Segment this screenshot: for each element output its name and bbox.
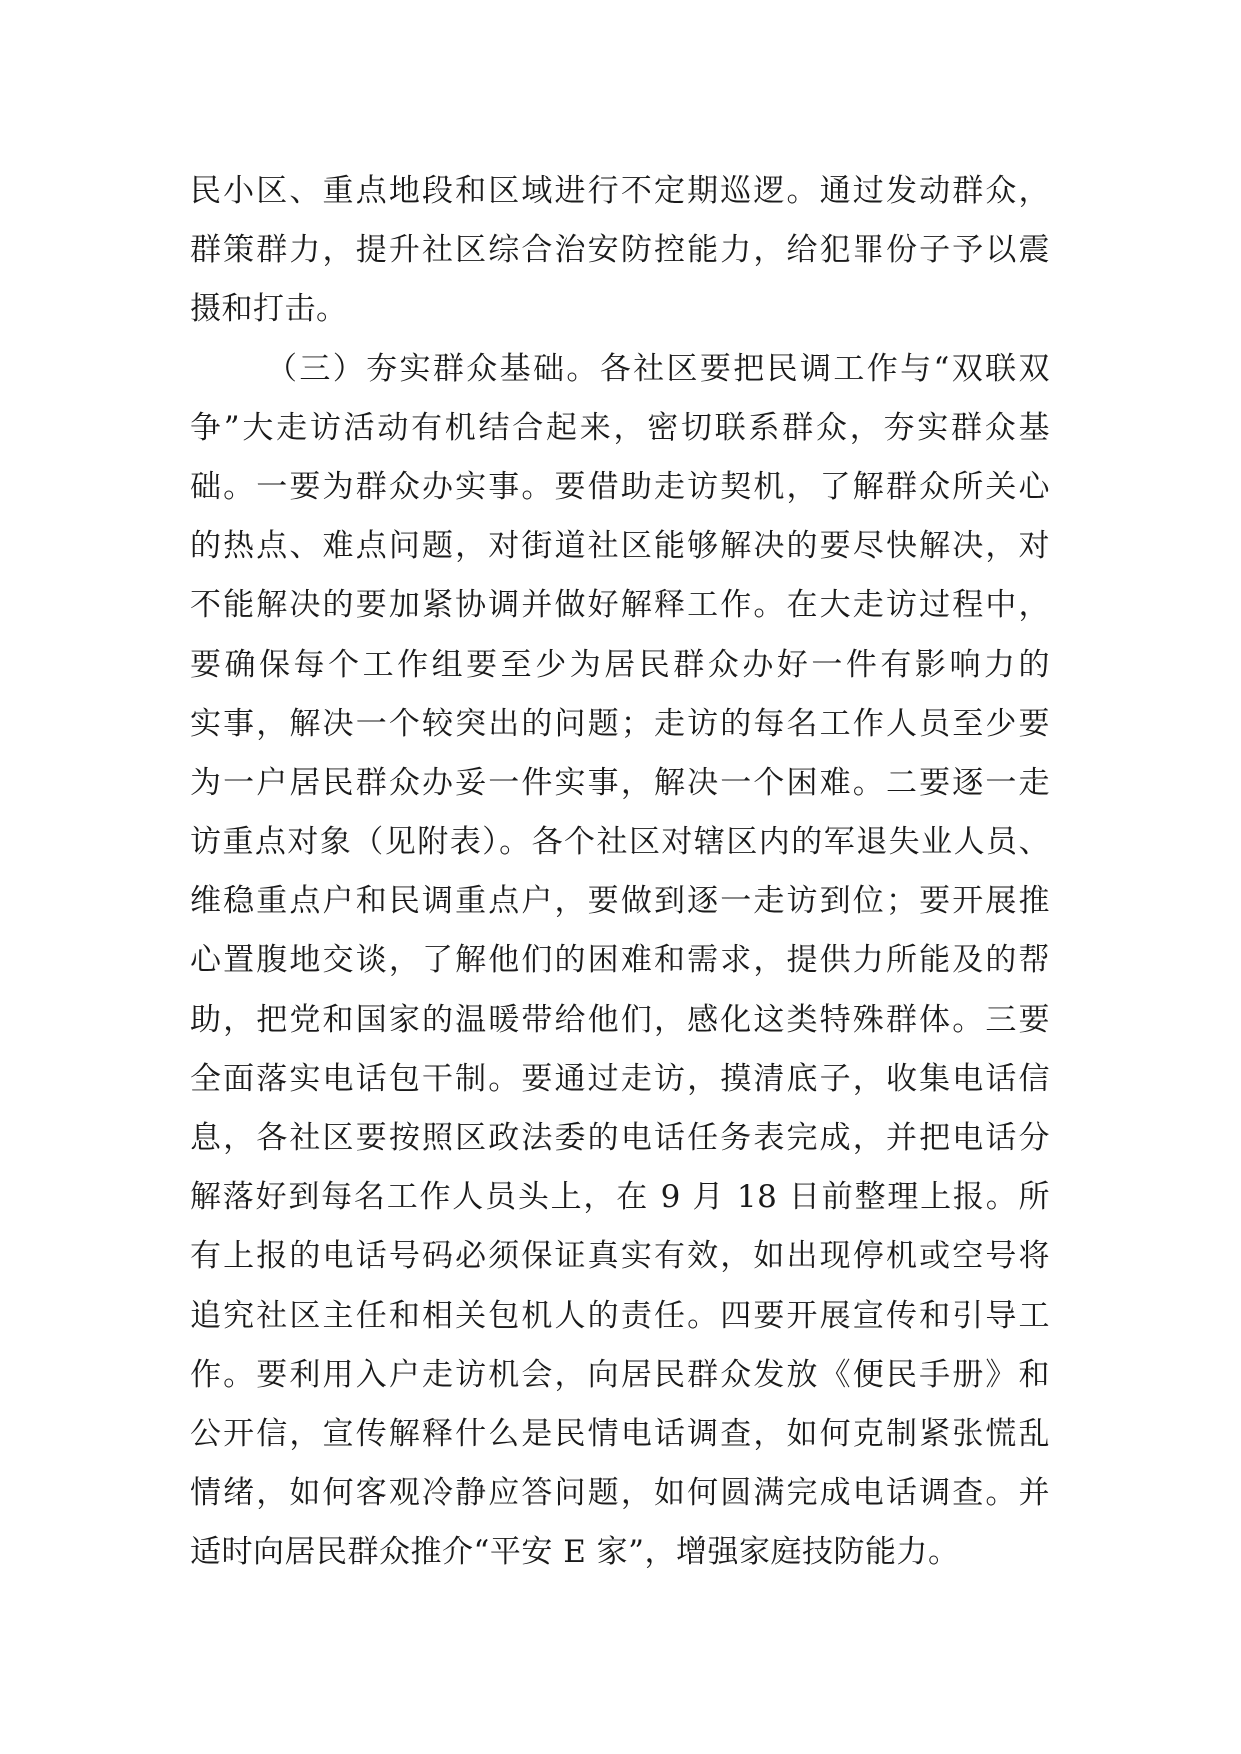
text-line: 心置腹地交谈，了解他们的困难和需求，提供力所能及的帮 xyxy=(190,942,1050,979)
text-line: 全面落实电话包干制。要通过走访，摸清底子，收集电话信 xyxy=(190,1060,1050,1097)
text-line: 摄和打击。 xyxy=(190,291,348,328)
text-line: 作。要利用入户走访机会，向居民群众发放《便民手册》和 xyxy=(190,1356,1050,1393)
text-line: 群策群力，提升社区综合治安防控能力，给犯罪份子予以震 xyxy=(190,232,1050,269)
text-line: 民小区、重点地段和区域进行不定期巡逻。通过发动群众， xyxy=(190,173,1050,209)
text-line: 解落好到每名工作人员头上，在 9 月 18 日前整理上报。所 xyxy=(190,1179,1050,1216)
text-line: 适时向居民群众推介“平安 E 家”，增强家庭技防能力。 xyxy=(190,1534,960,1571)
text-line: 公开信，宣传解释什么是民情电话调查，如何克制紧张慌乱 xyxy=(190,1415,1050,1452)
text-line: 实事，解决一个较突出的问题；走访的每名工作人员至少要 xyxy=(190,705,1050,742)
document-body xyxy=(190,162,1050,1583)
text-line: 追究社区主任和相关包机人的责任。四要开展宣传和引导工 xyxy=(190,1297,1050,1334)
text-line: 的热点、难点问题，对街道社区能够解决的要尽快解决，对 xyxy=(190,528,1050,565)
text-line: 争”大走访活动有机结合起来，密切联系群众，夯实群众基 xyxy=(190,409,1050,446)
text-line: 维稳重点户和民调重点户，要做到逐一走访到位；要开展推 xyxy=(190,883,1050,920)
text-line: 不能解决的要加紧协调并做好解释工作。在大走访过程中， xyxy=(190,587,1050,624)
text-line: 助，把党和国家的温暖带给他们，感化这类特殊群体。三要 xyxy=(190,1001,1050,1038)
text-line: 础。一要为群众办实事。要借助走访契机，了解群众所关心 xyxy=(190,468,1050,505)
text-line: 为一户居民群众办妥一件实事，解决一个困难。二要逐一走 xyxy=(190,764,1050,801)
section-heading-line: （三）夯实群众基础。各社区要把民调工作与“双联双 xyxy=(266,350,1050,387)
text-line: 息，各社区要按照区政法委的电话任务表完成，并把电话分 xyxy=(190,1120,1050,1156)
text-line: 访重点对象（见附表）。各个社区对辖区内的军退失业人员、 xyxy=(190,824,1050,861)
text-line: 要确保每个工作组要至少为居民群众办好一件有影响力的 xyxy=(190,646,1050,683)
text-line: 情绪，如何客观冷静应答问题，如何圆满完成电话调查。并 xyxy=(190,1475,1050,1512)
text-line: 有上报的电话号码必须保证真实有效，如出现停机或空号将 xyxy=(190,1238,1050,1275)
